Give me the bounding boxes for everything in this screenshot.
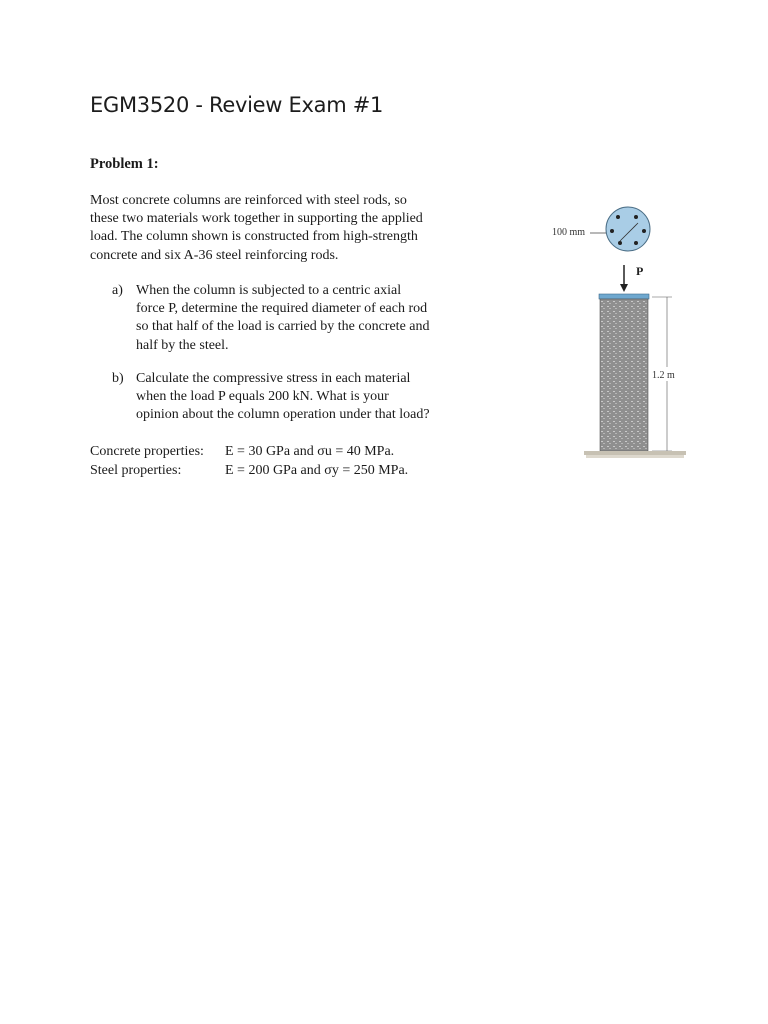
concrete-properties-label: Concrete properties: <box>90 444 204 459</box>
height-dimension <box>652 297 675 451</box>
problem-intro <box>90 192 460 265</box>
rod-dot <box>642 229 646 233</box>
steel-properties-value: E = 200 GPa and σy = 250 MPa. <box>225 463 409 478</box>
load-label: P <box>636 264 644 278</box>
part-a-line: half by the steel. <box>136 337 229 353</box>
part-a <box>112 282 472 356</box>
cross-section-circle <box>606 207 650 251</box>
part-b-marker: b) <box>112 371 124 386</box>
part-a-line: so that half of the load is carried by the concrete and <box>136 319 430 335</box>
cross-section-diagram <box>552 207 650 251</box>
part-b-line: Calculate the compressive stress in each material <box>136 371 411 386</box>
load-arrow <box>620 264 643 292</box>
intro-line: these two materials work together in supporting the applied <box>90 211 423 227</box>
material-properties <box>90 443 470 481</box>
steel-properties-label: Steel properties: <box>90 463 182 478</box>
steel-properties-row <box>90 462 470 481</box>
rod-dot <box>634 241 638 245</box>
part-b-text <box>136 370 430 425</box>
rod-dot <box>618 241 622 245</box>
part-a-marker: a) <box>112 283 123 298</box>
part-b <box>112 370 472 426</box>
intro-line: concrete and six A-36 steel reinforcing rods. <box>90 247 339 263</box>
diameter-label: 100 mm <box>552 227 586 238</box>
part-a-text <box>136 282 430 355</box>
column-figure <box>540 195 740 475</box>
rod-dot <box>634 215 638 219</box>
rod-dot <box>616 215 620 219</box>
rod-dot <box>610 229 614 233</box>
intro-line: load. The column shown is constructed from high-strength <box>90 229 418 245</box>
column-body <box>599 294 649 451</box>
ground <box>584 451 686 458</box>
concrete-properties-row <box>90 443 470 462</box>
part-a-line: force P, determine the required diameter of each rod <box>136 301 428 317</box>
part-b-line: opinion about the column operation under that load? <box>136 407 430 423</box>
column-cap <box>599 294 649 299</box>
concrete-properties-value: E = 30 GPa and σu = 40 MPa. <box>225 444 395 459</box>
part-a-line: When the column is subjected to a centric axial <box>136 283 402 298</box>
column-shaft <box>600 299 648 451</box>
intro-line: Most concrete columns are reinforced with steel rods, so <box>90 193 407 208</box>
problem-heading: Problem 1: <box>90 156 159 172</box>
height-label: 1.2 m <box>652 370 675 381</box>
page-title: EGM3520 - Review Exam #1 <box>90 93 384 117</box>
part-b-line: when the load P equals 200 kN. What is your <box>136 389 389 405</box>
